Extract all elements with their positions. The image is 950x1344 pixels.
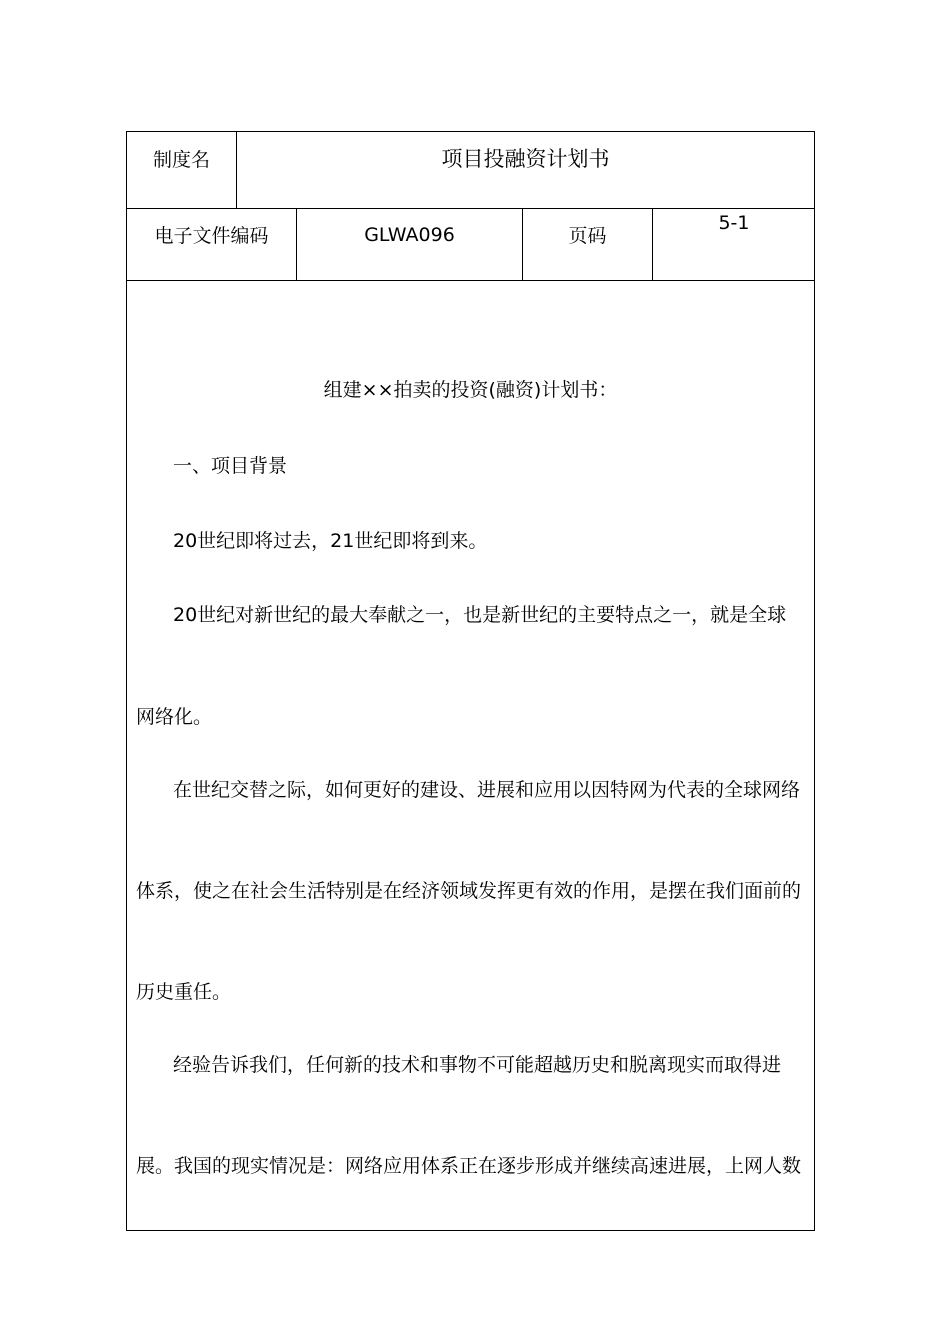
paragraph-line: 展。我国的现实情况是：网络应用体系正在逐步形成并继续高速进展，上网人数 (136, 1155, 802, 1177)
name-label: 制度名 (152, 149, 210, 171)
paragraph-line: 网络化。 (136, 706, 213, 728)
paragraph-line: 20世纪对新世纪的最大奉献之一，也是新世纪的主要特点之一，就是全球 (173, 604, 787, 626)
paragraph-line: 体系，使之在社会生活特别是在经济领域发挥更有效的作用，是摆在我们面前的 (136, 880, 802, 902)
code-value-cell (297, 209, 523, 280)
name-label-cell (127, 132, 237, 208)
page-label-cell (523, 209, 653, 280)
paragraph-line: 20世纪即将过去，21世纪即将到来。 (173, 530, 488, 552)
header-row-code (127, 209, 814, 281)
page-label: 页码 (568, 225, 607, 247)
header-row-name (127, 132, 814, 209)
code-label: 电子文件编码 (154, 225, 269, 247)
document-name: 项目投融资计划书 (441, 147, 610, 171)
document-title: 组建××拍卖的投资(融资)计划书： (323, 379, 618, 401)
code-label-cell (127, 209, 297, 280)
name-value-cell (237, 132, 814, 208)
document-body (127, 281, 814, 1230)
page-number: 5-1 (718, 212, 750, 234)
paragraph-line: 历史重任。 (136, 981, 232, 1003)
paragraph-line: 经验告诉我们，任何新的技术和事物不可能超越历史和脱离现实而取得进 (173, 1054, 782, 1076)
section-heading: 一、项目背景 (173, 455, 288, 477)
document-table (126, 131, 815, 1231)
page-value-cell (653, 209, 814, 280)
paragraph-line: 在世纪交替之际，如何更好的建设、进展和应用以因特网为代表的全球网络 (173, 779, 801, 801)
file-code: GLWA096 (364, 224, 455, 246)
